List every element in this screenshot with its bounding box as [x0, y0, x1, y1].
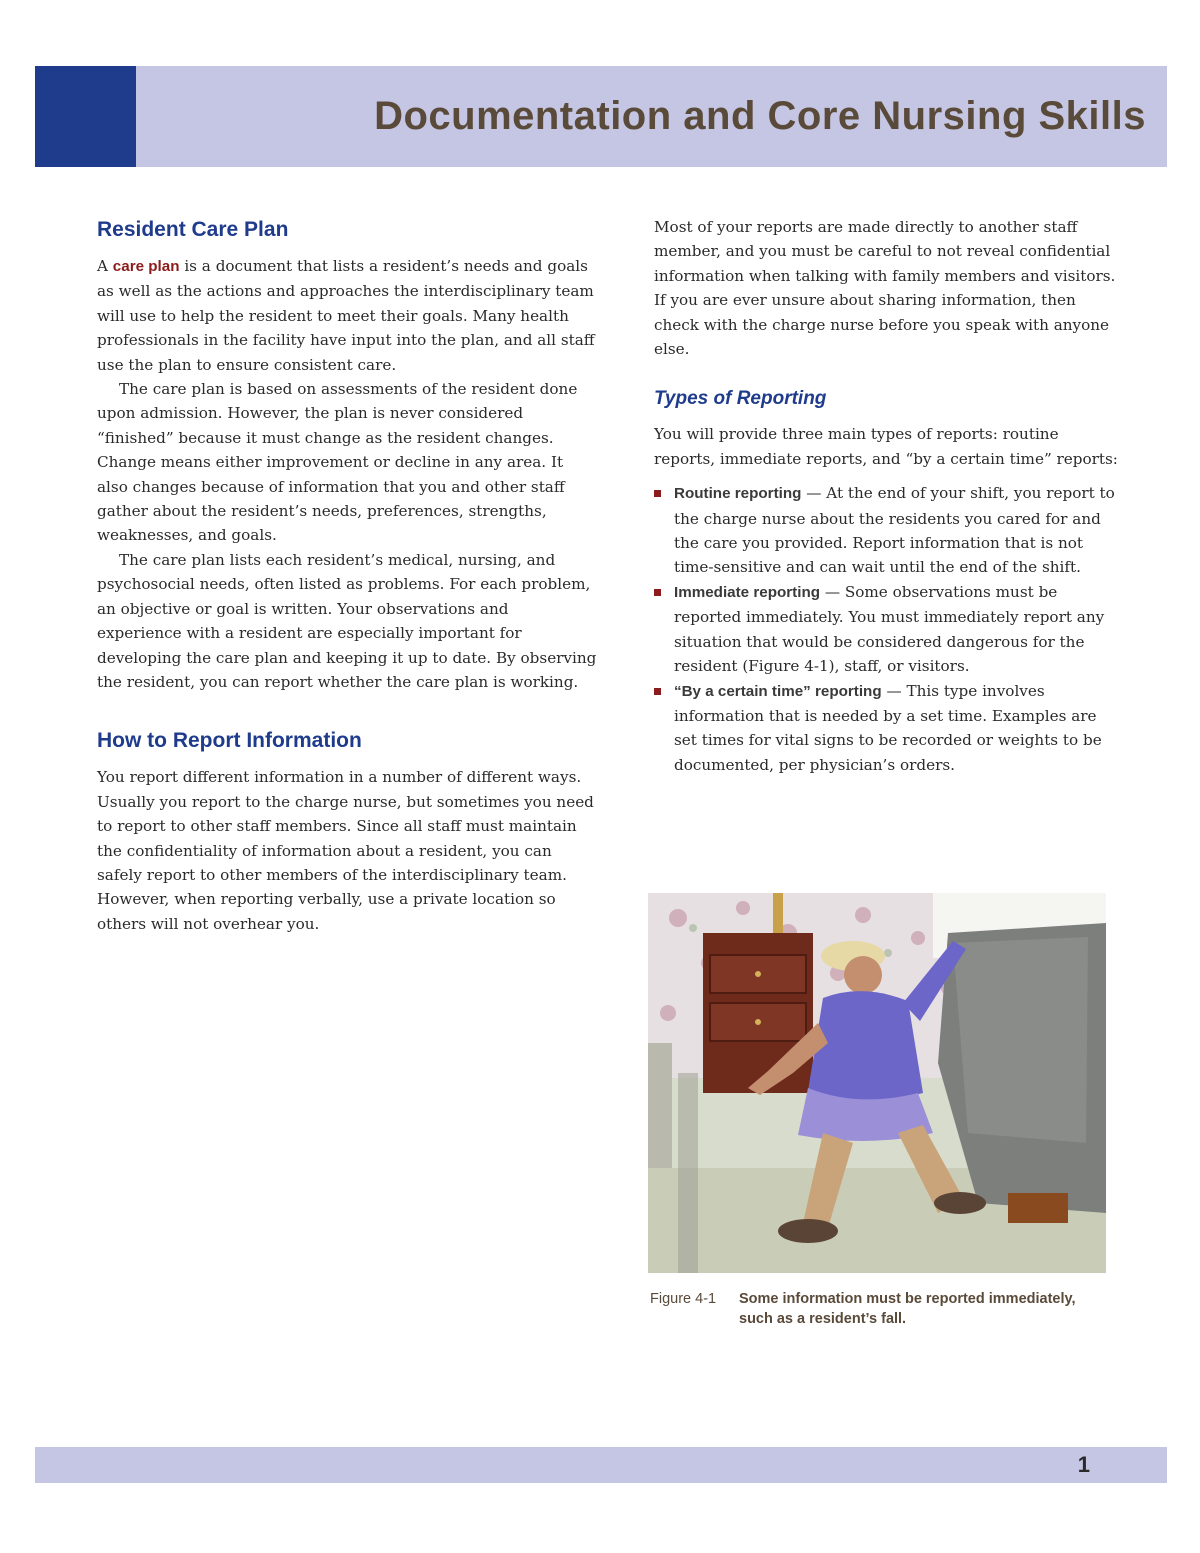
left-column [97, 215, 597, 936]
list-item: “By a certain time” reporting — This type involves information that is needed by a set time. Examples are set times for vital signs to be recorded or weights to be documented, per physician’s orders. [654, 679, 1119, 778]
key-term-care-plan: care plan [112, 258, 180, 275]
figure-label: Figure 4-1 [650, 1291, 717, 1307]
page-number: 1 [1077, 1452, 1090, 1477]
section-heading-report-information: How to Report Information [97, 729, 362, 753]
header-accent-block [35, 66, 136, 167]
square-bullet-icon [654, 688, 661, 695]
reporting-types-list [654, 481, 1119, 777]
section-heading-care-plan: Resident Care Plan [97, 218, 289, 241]
paragraph: The care plan is based on assessments of the resident done upon admission. However, the plan is never considered “finished” because it must change as the resident changes. Change means either improvement or decline in any area. It also changes because of information that you and other staff gather about the resident’s needs, preferences, strengths, weaknesses, and goals. [97, 380, 578, 545]
paragraph: Most of your reports are made directly to another staff member, and you must be careful to not reveal confidential information when talking with family members and visitors. If you are ever unsure about sharing information, then check with the charge nurse before you speak with anyone else. [654, 218, 1116, 359]
subheading-types-of-reporting: Types of Reporting [654, 388, 827, 410]
figure-caption: Figure 4-1 Some information must be reported immediately, such as a resident’s fall. [650, 1291, 1076, 1327]
paragraph: The care plan lists each resident’s medical, nursing, and psychosocial needs, often listed as problems. For each problem, an objective or goal is written. Your observations and experience with a resident are especially important for developing the care plan and keeping it up to date. By observing the resident, you can report whether the care plan is working. [97, 550, 597, 691]
square-bullet-icon [654, 490, 661, 497]
square-bullet-icon [654, 589, 661, 596]
right-column [654, 215, 1119, 777]
paragraph: A care plan is a document that lists a resident’s needs and goals as well as the actions and approaches the interdisciplinary team will use to help the resident to meet their goals. Many health professionals in the facility have input into the plan, and all staff use the plan to ensure consistent care. [97, 257, 595, 374]
figure-photo [648, 893, 1106, 1273]
list-item: Routine reporting — At the end of your shift, you report to the charge nurse about the residents you cared for and the care you provided. Report information that is not time-sensitive and can wait until the end of the shift. [654, 481, 1119, 580]
footer-bar [35, 1447, 1167, 1483]
paragraph: You report different information in a number of different ways. Usually you report to the charge nurse, but sometimes you need to report to other staff members. Since all staff must maintain the confidentiality of information about a resident, you can safely report to other members of the interdisciplinary team. However, when reporting verbally, use a private location so others will not overhear you. [97, 768, 594, 933]
list-item: Immediate reporting — Some observations must be reported immediately. You must immediately report any situation that would be considered dangerous for the resident (Figure 4-1), staff, or visitors. [654, 580, 1119, 679]
paragraph: You will provide three main types of reports: routine reports, immediate reports, and “by a certain time” reports: [654, 425, 1118, 468]
page-title: Documentation and Core Nursing Skills [374, 94, 1146, 138]
